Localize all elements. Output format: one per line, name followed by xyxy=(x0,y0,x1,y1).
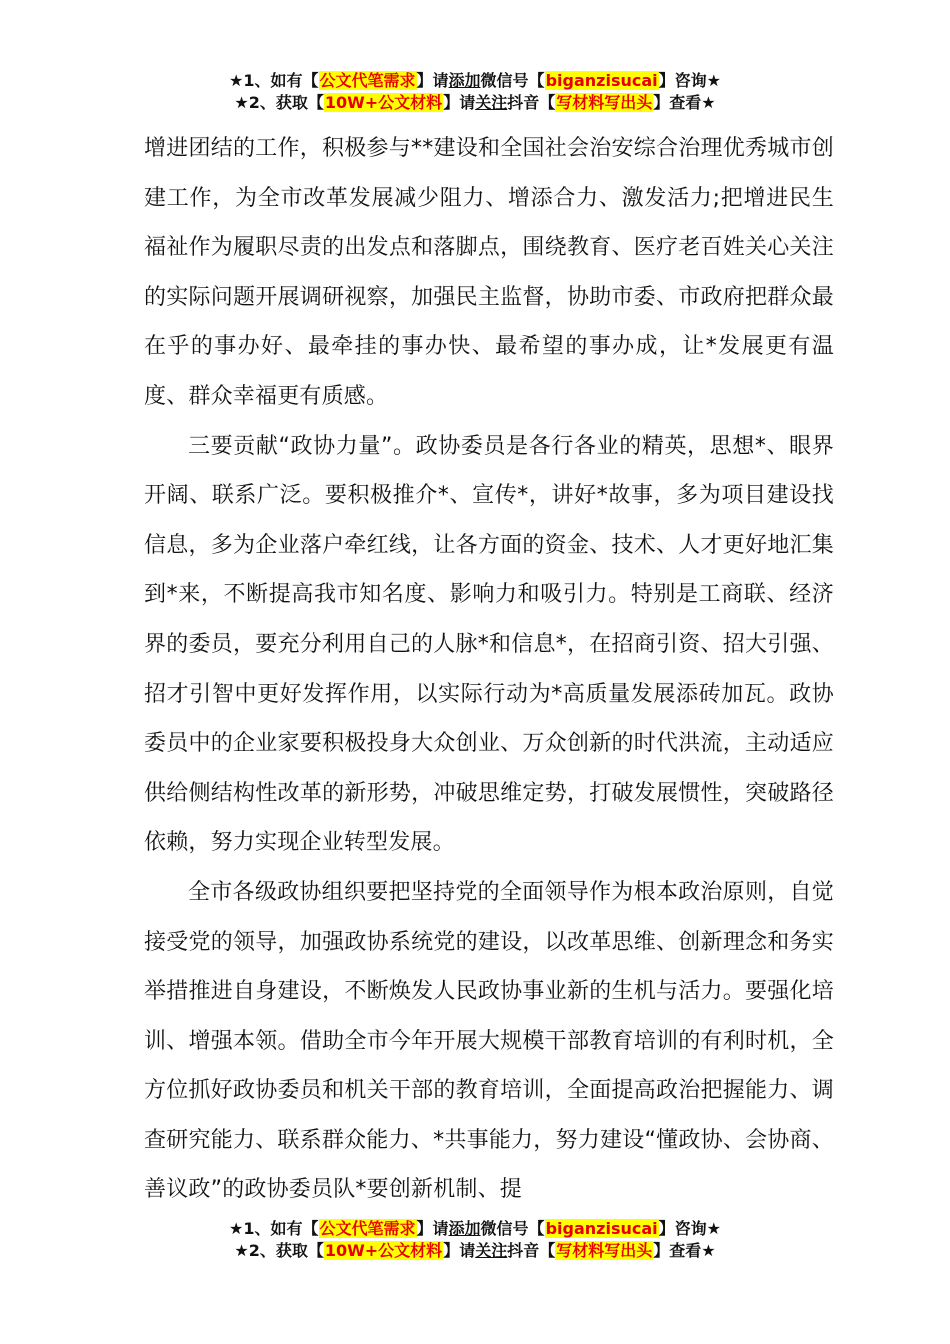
banner-text: 】请 xyxy=(443,93,476,112)
paragraph: 全市各级政协组织要把坚持党的全面领导作为根本政治原则，自觉接受党的领导，加强政协系统党的建设，以改革思维、创新理念和务实举措推进自身建设，不断焕发人民政协事业新的生机与活力。要强化培训、增强本领。借助全市今年开展大规模干部教育培训的有利时机，全方位抓好政协委员和机关干部的教育培训，全面提高政治把握能力、调查研究能力、联系群众能力、*共事能力，努力建设“懂政协、会协商、善议政”的政协委员队*要创新机制、提 xyxy=(144,879,834,1203)
paragraph: 三要贡献“政协力量”。政协委员是各行各业的精英，思想*、眼界开阔、联系广泛。要积极推介*、宣传*，讲好*故事，多为项目建设找信息，多为企业落户牵红线，让各方面的资金、技术、人才更好地汇集到*来，不断提高我市知名度、影响力和吸引力。特别是工商联、经济界的委员，要充分利用自己的人脉*和信息*，在招商引资、招大引强、招才引智中更好发挥作用，以实际行动为*高质量发展添砖加瓦。政协委员中的企业家要积极投身大众创业、万众创新的时代洪流，主动适应供给侧结构性改革的新形势，冲破思维定势，打破发展惯性，突破路径依赖，努力实现企业转型发展。 xyxy=(144,433,834,856)
highlight-materials: 10W+公文材料 xyxy=(324,1241,443,1260)
highlight-douyin-id: 写材料写出头 xyxy=(556,1241,653,1260)
highlight-wechat-id: biganzisucai xyxy=(545,71,658,90)
banner-text: 抖音【 xyxy=(507,93,556,112)
underlined-text: 添加 xyxy=(448,1219,481,1238)
banner-text: ★2、获取【 xyxy=(234,1241,324,1260)
highlight-wechat-id: biganzisucai xyxy=(545,1219,658,1238)
highlight-douyin-id: 写材料写出头 xyxy=(556,93,653,112)
banner-text: ★2、获取【 xyxy=(234,93,324,112)
header-banner xyxy=(0,70,950,114)
paragraph: 增进团结的工作，积极参与**建设和全国社会治安综合治理优秀城市创建工作，为全市改革发展减少阻力、增添合力、激发活力;把增进民生福祉作为履职尽责的出发点和落脚点，围绕教育、医疗老百姓关心关注的实际问题开展调研视察，加强民主监督，协助市委、市政府把群众最在乎的事办好、最牵挂的事办快、最希望的事办成，让*发展更有温度、群众幸福更有质感。 xyxy=(144,136,834,409)
banner-text: ★1、如有【 xyxy=(229,71,319,90)
banner-text: ★1、如有【 xyxy=(229,1219,319,1238)
underlined-text: 添加 xyxy=(448,71,481,90)
banner-line-1 xyxy=(0,1218,950,1240)
underlined-text: 关注 xyxy=(475,1241,508,1260)
banner-text: 微信号【 xyxy=(480,71,545,90)
footer-banner xyxy=(0,1218,950,1262)
banner-text: 】请 xyxy=(416,1219,449,1238)
banner-text: 抖音【 xyxy=(507,1241,556,1260)
document-body xyxy=(144,124,834,1215)
highlight-service: 公文代笔需求 xyxy=(319,1219,416,1238)
banner-text: 】咨询★ xyxy=(658,1219,721,1238)
banner-line-2 xyxy=(0,1240,950,1262)
banner-line-2 xyxy=(0,92,950,114)
banner-text: 】咨询★ xyxy=(658,71,721,90)
highlight-service: 公文代笔需求 xyxy=(319,71,416,90)
banner-text: 】查看★ xyxy=(653,1241,716,1260)
banner-line-1 xyxy=(0,70,950,92)
highlight-materials: 10W+公文材料 xyxy=(324,93,443,112)
underlined-text: 关注 xyxy=(475,93,508,112)
banner-text: 微信号【 xyxy=(480,1219,545,1238)
banner-text: 】请 xyxy=(443,1241,476,1260)
banner-text: 】查看★ xyxy=(653,93,716,112)
banner-text: 】请 xyxy=(416,71,449,90)
